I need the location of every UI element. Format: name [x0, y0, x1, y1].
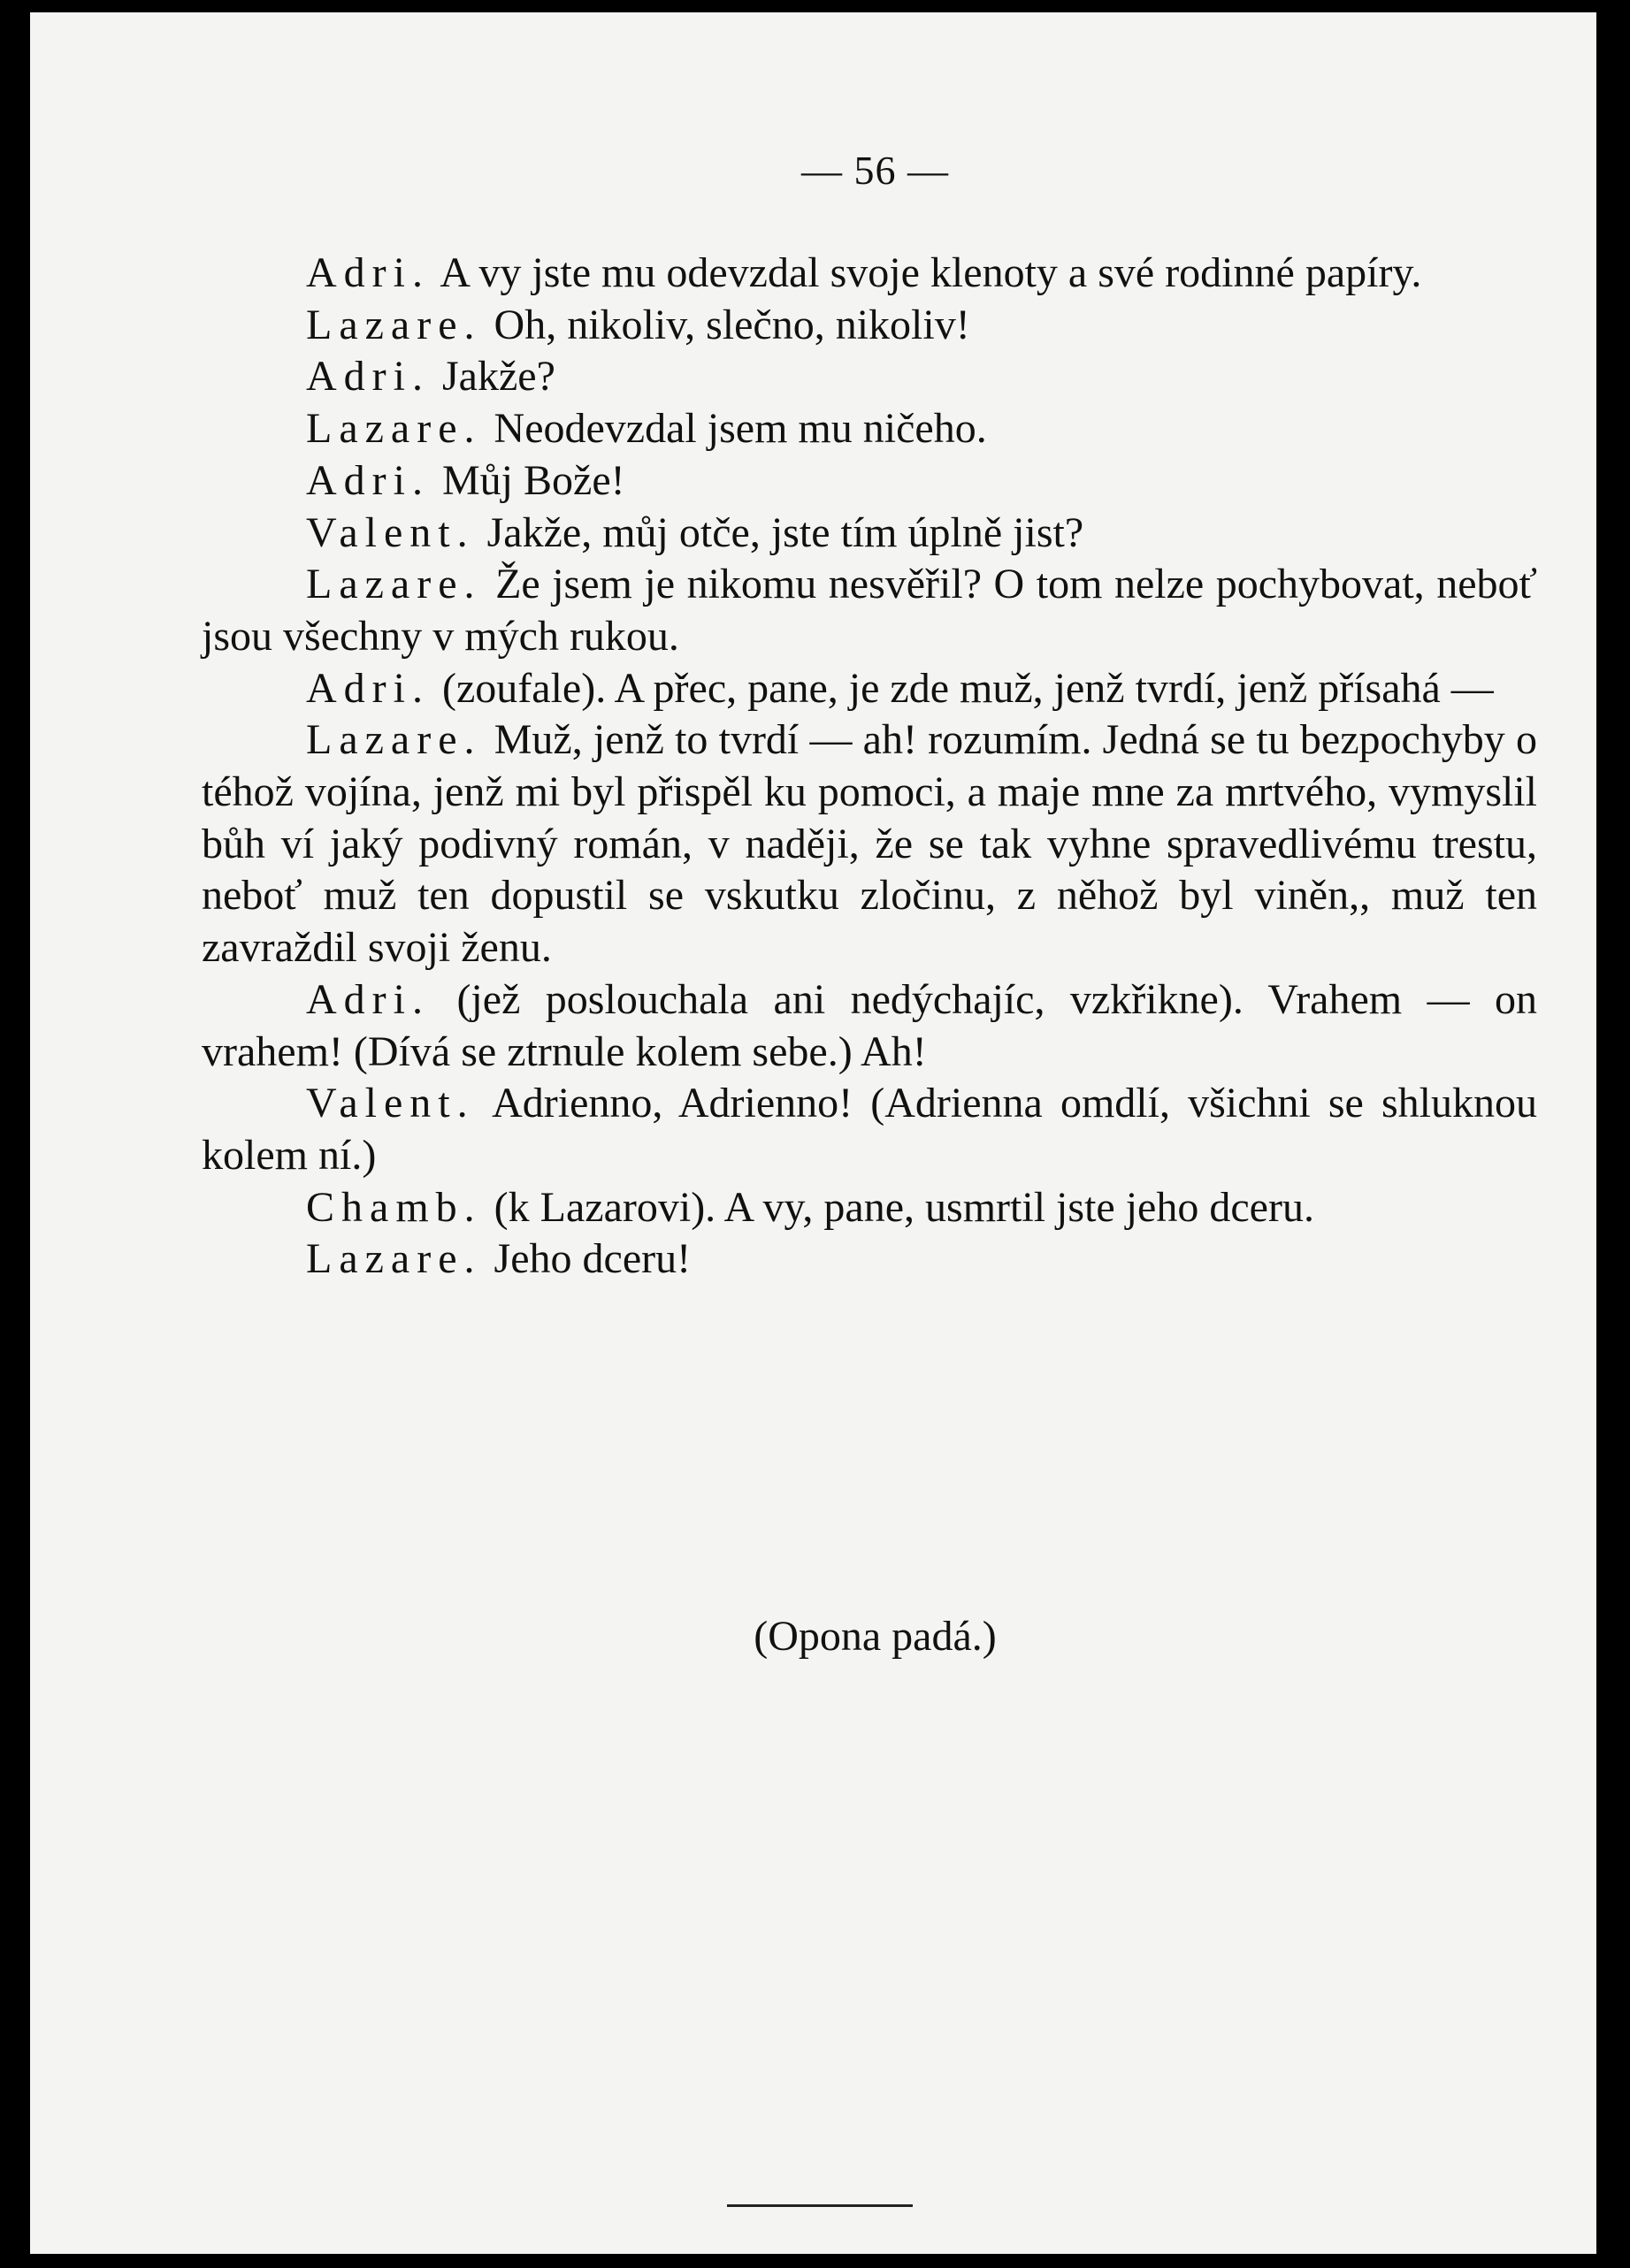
dialogue-text: [202, 248, 1537, 1286]
dialogue-speech: Jeho dceru!: [494, 1235, 692, 1283]
dialogue-speech: A vy jste mu odevzdal svoje klenoty a své rodinné papíry.: [440, 249, 1422, 296]
speaker-name: Lazare.: [306, 405, 482, 453]
book-page: [30, 12, 1596, 2254]
dialogue-line: [202, 508, 1537, 560]
speaker-name: Adri.: [306, 353, 430, 401]
speaker-name: Adri.: [306, 975, 430, 1023]
dialogue-line: [202, 1182, 1537, 1234]
speaker-name: Lazare.: [306, 1235, 482, 1283]
dialogue-line: [202, 1078, 1537, 1181]
page-number: — 56 —: [801, 148, 949, 193]
speaker-name: Lazare.: [306, 561, 482, 608]
dialogue-speech: (jež poslouchala ani nedýchajíc, vzkřikne). Vrahem — on vrahem! (Dívá se ztrnule kolem sebe.) Ah!: [202, 975, 1538, 1075]
dialogue-line: [202, 974, 1537, 1078]
dialogue-speech: (k Lazarovi). A vy, pane, usmrtil jste jeho dceru.: [494, 1183, 1314, 1231]
speaker-name: Valent.: [306, 508, 475, 556]
dialogue-speech: Jakže, můj otče, jste tím úplně jist?: [486, 508, 1084, 556]
dialogue-line: [202, 248, 1537, 300]
dialogue-speech: Muž, jenž to tvrdí — ah! rozumím. Jedná se tu bezpochyby o téhož vojína, jenž mi byl přispěl ku pomoci, a maje mne za mrtvého, vymyslil bůh ví jaký podivný román, v naději, že se tak vyhne spravedlivému trestu, neboť muž ten dopustil se vskutku zločinu, z něhož byl viněn,, muž ten zavraždil svoji ženu.: [202, 716, 1537, 972]
dialogue-line: [202, 403, 1537, 455]
speaker-name: Chamb.: [306, 1183, 482, 1231]
dialogue-speech: Adrienno, Adrienno! (Adrienna omdlí, všichni se shluknou kolem ní.): [202, 1080, 1538, 1179]
speaker-name: Valent.: [306, 1080, 475, 1127]
curtain-falls-note: (Opona padá.): [754, 1613, 997, 1660]
speaker-name: Adri.: [306, 664, 430, 712]
speaker-name: Lazare.: [306, 716, 482, 764]
speaker-name: Adri.: [306, 456, 430, 504]
dialogue-speech: Oh, nikoliv, slečno, nikoliv!: [494, 301, 970, 348]
dialogue-speech: Jakže?: [441, 353, 555, 401]
dialogue-line: [202, 300, 1537, 352]
dialogue-speech: Neodevzdal jsem mu ničeho.: [494, 405, 987, 453]
dialogue-line: [202, 455, 1537, 508]
dialogue-line: [202, 1233, 1537, 1286]
speaker-name: Lazare.: [306, 301, 482, 348]
dialogue-line: [202, 663, 1537, 715]
dialogue-line: [202, 559, 1537, 662]
dialogue-speech: Že jsem je nikomu nesvěřil? O tom nelze pochybovat, neboť jsou všechny v mých rukou.: [202, 561, 1538, 660]
dialogue-line: [202, 351, 1537, 403]
dialogue-speech: (zoufale). A přec, pane, je zde muž, jenž tvrdí, jenž přísahá —: [441, 664, 1494, 712]
end-rule: [727, 2204, 913, 2207]
dialogue-speech: Můj Bože!: [441, 456, 625, 504]
speaker-name: Adri.: [306, 249, 430, 296]
dialogue-line: [202, 714, 1537, 974]
